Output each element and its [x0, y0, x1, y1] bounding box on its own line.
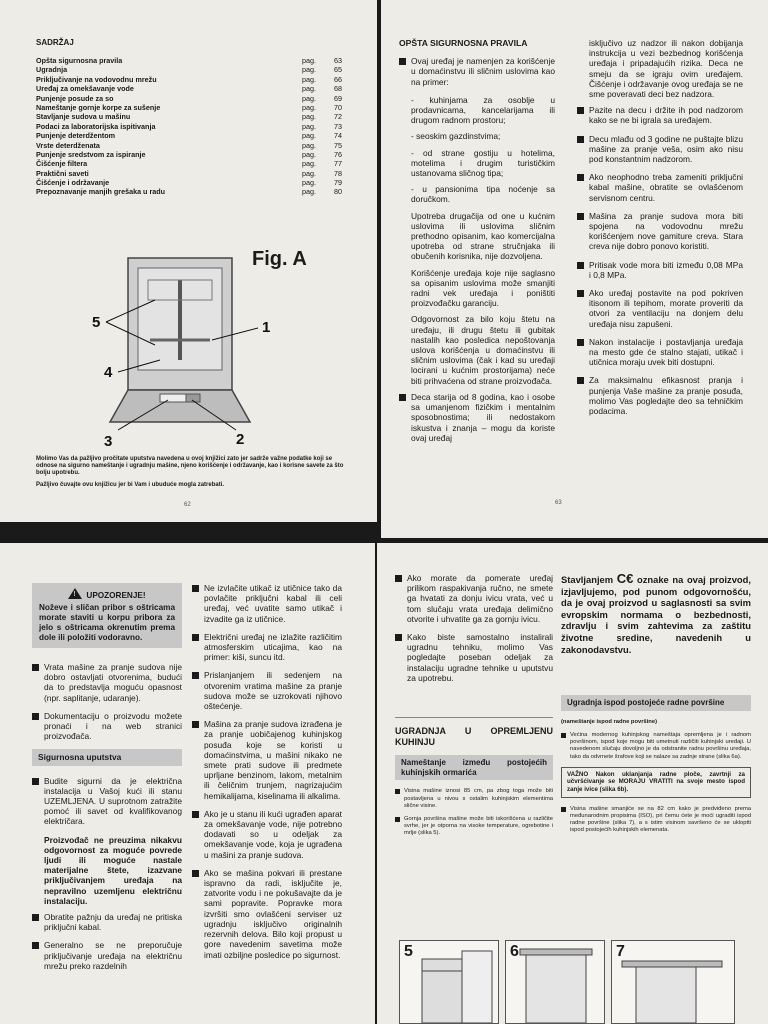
figure-5-illustration: [399, 940, 499, 1024]
subsection-heading: Sigurnosna uputstva: [32, 749, 182, 765]
callout-5: 5: [92, 314, 101, 331]
paragraph: Odgovornost za bilo koju štetu na uređaju, ili drugu štetu ili gubitak nastalih kao posledica nepoštovanja uslova korišćenja u domaćinstvu ili sličnim uslovima (čak i kad su uređaji locirani u kućnim prostorijama) neće biti prihvaćena od strane proizvođača.: [411, 314, 555, 386]
list-subitem: - od strane gostiju u hotelima, motelima i drugim turističkim ustanovama sličnog tipa;: [411, 147, 555, 179]
toc-row[interactable]: Punjenje deterdžentom pag. 74: [36, 131, 342, 141]
toc-row[interactable]: Nameštanje gornje korpe za sušenje pag. 70: [36, 102, 342, 112]
toc-title: SADRŽAJ: [36, 38, 74, 47]
warning-title: UPOZORENJE!: [86, 591, 146, 600]
list-item: Nakon instalacije i postavljanja uređaja na mesto gde će stalno stajati, utikač i utičnica moraju uvek biti dostupni.: [577, 337, 743, 368]
callout-3: 3: [104, 433, 113, 450]
left-column: [399, 38, 555, 451]
toc-row[interactable]: Opšta sigurnosna pravila pag. 63: [36, 56, 342, 65]
page-64: [0, 543, 375, 1024]
list-item: Pritisak vode mora biti između 0,08 MPa i 0,8 MPa.: [577, 260, 743, 280]
list-item: Pazite na decu i držite ih pod nadzorom kako se ne bi igrala sa uređajem.: [577, 105, 743, 125]
paragraph: Korišćenje uređaja koje nije saglasno sa opisanim uslovima može smanjiti radni vek uređaja i poništiti proizvođačku garanciju.: [411, 267, 555, 309]
list-item: Ovaj uređaj je namenjen za korišćenje u domaćinstvu ili sličnim uslovima kao na primer:: [399, 56, 555, 87]
list-item: Deca starija od 8 godina, kao i osobe sa umanjenom fizičkim i mentalnim sposobnostima; ili nedostakom iskustva i znanja – mogu da koriste ovaj uređaj: [399, 392, 555, 443]
ce-mark-icon: C€: [616, 571, 634, 586]
small-text-block: [561, 806, 751, 835]
liability-note: Proizvođač ne preuzima nikakvu odgovornost za moguće povrede ljudi ili moguće nastale materijalne štete, izazvane priključivanjem uređaja na nepravilno uzemljenu električnu instalaciju.: [44, 834, 182, 906]
list-item: Budite sigurni da je električna instalacija u Vašoj kući ili stanu UZEMLJENA. U suprotnom zatražite pomoć ili savet od kvalifikovanog električara.: [32, 776, 182, 827]
toc-row[interactable]: Praktični saveti pag. 78: [36, 168, 342, 178]
list-item: Obratite pažnju da uređaj ne pritiska priključni kabal.: [32, 912, 182, 932]
warning-triangle-icon: [68, 588, 82, 599]
subsection-heading: Nameštanje između postojećih kuhinjskih ormarića: [395, 755, 553, 780]
note-read-instructions: Molimo Vas da pažljivo pročitate uputstva navedena u ovoj knjižici zato jer sadrže važne podatke koji se odnose na sigurno nameštanje i ugradnju mašine, njeno korišćenje i održavanje, kao i korisne savete za što bolju upotrebu.: [36, 456, 344, 477]
figure-number: 7: [616, 943, 625, 960]
list-item: Gornja površina mašine može biti iskorišćena u različite svrhe, jer je otporna na visoke temperature, ogrebotine i mrlje (slika 5).: [395, 816, 553, 838]
toc-row[interactable]: Punjenje sredstvom za ispiranje pag. 76: [36, 149, 342, 159]
list-item: Većina modernog kuhinjskog nameštaja opremljena je i radnom površinom, ispod koje mogu biti umetnuti različiti kuhinjski uređaji. U navedenom slučaju dovoljno je da odstranite radnu površinu uređaja, tako da odvrnete šrafove koji se nalaze sa zadnje strane (slika 6a).: [561, 732, 751, 761]
right-column: [577, 38, 743, 424]
list-item: Generalno se ne preporučuje priključivanje uređaja na električnu mrežu preko razdelnih: [32, 940, 182, 971]
figure-6-illustration: [505, 940, 605, 1024]
toc-row[interactable]: Priključivanje na vodovodnu mrežu pag. 66: [36, 74, 342, 84]
figure-number: 6: [510, 943, 519, 960]
toc-row[interactable]: Vrste deterdženata pag. 75: [36, 140, 342, 150]
list-subitem: - kuhinjama za osoblje u prodavnicama, kancelarijama ili drugom radnom prostoru;: [411, 94, 555, 126]
list-item: Decu mlađu od 3 godine ne puštajte blizu mašine za pranje veša, osim ako nisu pod konstantnim nadzorom.: [577, 134, 743, 165]
paragraph: isključivo uz nadzor ili nakon dobijanja instrukcija u vezi bezbednog korišćenja uređaja i pripadajućih rizika. Deca ne smeju da se igraju ovim uređajem. Čišćenje i održavanje ovog uređaja se ne sme poveravati deci bez nadzora.: [589, 38, 743, 100]
dishwasher-illustration: [80, 250, 280, 450]
right-column: [192, 583, 342, 968]
list-item: Ne izvlačite utikač iz utičnice tako da povlačite priključni kabal ili celi uređaj, već uvatite samo utikač i izvadite ga iz utičnice.: [192, 583, 342, 624]
toc-row[interactable]: Punjenje posude za so pag. 69: [36, 93, 342, 103]
page-number: 63: [555, 500, 562, 506]
list-subitem: - u pansionima tipa noćenje sa doručkom.: [411, 184, 555, 205]
list-item: Ako morate da pomerate uređaj prilikom raspakivanja ručno, ne smete ga hvatati za donju ivicu vrata, već u tom slučaju vrata uređaja delimično otvorite i uhvatite ga za gornju ivicu.: [395, 573, 553, 624]
left-column: [32, 583, 182, 979]
table-of-contents: [36, 56, 342, 197]
list-item: Kako biste samostalno instalirali ugradnu tehniku, molimo Vas pogledajte poseban odeljak za instalaciju ugradne tehnike u uputstvu za upotrebu.: [395, 632, 553, 683]
toc-row[interactable]: Podaci za laboratorijska ispitivanja pag. 73: [36, 121, 342, 131]
subsection-heading: Ugradnja ispod postojeće radne površine: [561, 695, 751, 711]
figure-number: 5: [404, 943, 413, 960]
list-item: Visina mašine iznosi 85 cm, pa zbog toga može biti postavljena u nivou s ostalim kuhinjskim elementima slične visine.: [395, 788, 553, 810]
ce-declaration: Stavljanjem C€ oznake na ovaj proizvod, izjavljujemo, pod punom odgovornošću, da je ovaj proizvod u saglasnosti sa svim evropskim normama o bezbednosti, zdravlju i svim zahtevima za zaštitu životne sredine, navedenih u zakonodavstvu.: [561, 571, 751, 655]
section-heading: OPŠTA SIGURNOSNA PRAVILA: [399, 38, 528, 48]
page-63: [381, 0, 768, 538]
toc-row[interactable]: Čišćenje filtera pag. 77: [36, 159, 342, 169]
list-item: Ako neophodno treba zameniti priključni kabal mašine, obratite se ovlašćenom servisnom centru.: [577, 172, 743, 203]
list-item: Vrata mašine za pranje sudova nije dobro ostavljati otvorenima, budući da to predstavlja moguću opasnost (npr. saplitanje, udaranje).: [32, 662, 182, 703]
list-item: Ako se mašina pokvari ili prestane ispravno da radi, isključite je, zatvorite vodu i ne pokušavajte da je sami popravite. Popravke mora izvršiti smo ovlašćeni serviser uz ugradnju isključivo originalnih rezervnih delova. Bilo koji propust u gore navedenim savetima može imati ozbiljne posledice po sigurnost.: [192, 868, 342, 960]
list-item: Mašina za pranje sudova izrađena je za pranje uobičajenog kuhinjskog posuđa koje se koristi u domaćinstvima, u mašini nikako ne smete prati sudove ili predmete uprljane benzinom, lakom, metalnim ili čeličnim trunjem, nagrizajućim hemikalijama, kiselinama ili alkalima.: [192, 719, 342, 801]
toc-row[interactable]: Ugradnja pag. 65: [36, 65, 342, 75]
page-62: [0, 0, 377, 522]
list-item: Za maksimalnu efikasnost pranja i punjenja Vaše mašine za pranje posuđa, molimo Vas pogledajte deo sa tehničkim podacima.: [577, 375, 743, 416]
list-item: Mašina za pranje sudova mora biti spojena na vodovodnu mrežu korišćenjem nove gamiture creva. Stara creva nije dobro ponovo koristiti.: [577, 211, 743, 252]
warning-text: Noževe i sličan pribor s oštricama morate staviti u korpu pribora za jelo s oštricama okrenutim prema dole ili položiti vodoravno.: [39, 603, 175, 642]
list-item: Dokumentaciju o proizvodu možete pronaći i na web stranici proizvođača.: [32, 711, 182, 742]
list-subitem: - seoskim gazdinstvima;: [411, 131, 501, 142]
small-text-block: [561, 732, 751, 761]
toc-row[interactable]: Prepoznavanje manjih grešaka u radu pag. 80: [36, 187, 342, 197]
toc-row[interactable]: Uređaj za omekšavanje vode pag. 68: [36, 84, 342, 94]
list-item: Prislanjanjem ili sedenjem na otvorenim vratima mašine za pranje sudova može se uzrokovati njihovo oštećenje.: [192, 670, 342, 711]
callout-2: 2: [236, 431, 245, 448]
warning-box: [32, 583, 182, 648]
figure-7-illustration: [611, 940, 735, 1024]
list-item: Visina mašine smanjiće se na 82 cm kako je predviđeno prema međunarodnim propisima (ISO), pri čemu ćete je moći ugraditi ispod radne površine (slika 7), a s istim visinom savršeno će se ukloptti ispod postojećih kuhinjskih elemenata.: [561, 806, 751, 835]
callout-4: 4: [104, 364, 113, 381]
figure-title: Fig. A: [252, 248, 307, 270]
left-column: [395, 573, 553, 844]
subsection-subheading: (nameštanje ispod radne površine): [561, 718, 657, 725]
right-column: [561, 573, 751, 840]
intro-notes: [36, 456, 346, 493]
list-item: Električni uređaj ne izlažite različitim atmosferskim uticajima, kao na primer: kiši, suncu itd.: [192, 632, 342, 663]
important-note: VAŽNO Nakon uklanjanja radne ploče, zavrtnji za učvršćivanje se MORAJU VRATITI na svoje mesto ispod zanje ivice (slika 6b).: [561, 767, 751, 798]
list-item: Ako uređaj postavite na pod pokriven itisonom ili tepihom, morate proveriti da otvori za ventilaciju na donjem delu uređaja nisu zapušeni.: [577, 288, 743, 329]
list-item: Ako je u stanu ili kući ugrađen aparat za omekšavanje vode, nije potrebno dodavati so u odeljak za omekšavanje vode, koja je ugrađena u mašini za pranje sudova.: [192, 809, 342, 860]
note-keep-booklet: Pažljivo čuvajte ovu knjižicu jer bi Vam i ubuduće mogla zatrebati.: [36, 481, 225, 488]
small-text-block: [395, 788, 553, 837]
section-heading: UGRADNJA U OPREMLJENU KUHINJU: [395, 717, 553, 747]
callout-1: 1: [262, 319, 271, 336]
toc-row[interactable]: Stavljanje sudova u mašinu pag. 72: [36, 112, 342, 122]
page-number: 62: [184, 502, 191, 508]
paragraph: Upotreba drugačija od one u kućnim uslovima ili uslovima sličnim prethodno opisanim, kao komercijalna upotreba od strane stručnjaka ili obučenih korisnika, nije dozvoljena.: [411, 210, 555, 262]
page-65: [377, 543, 768, 1024]
toc-row[interactable]: Čišćenje i održavanje pag. 79: [36, 178, 342, 188]
